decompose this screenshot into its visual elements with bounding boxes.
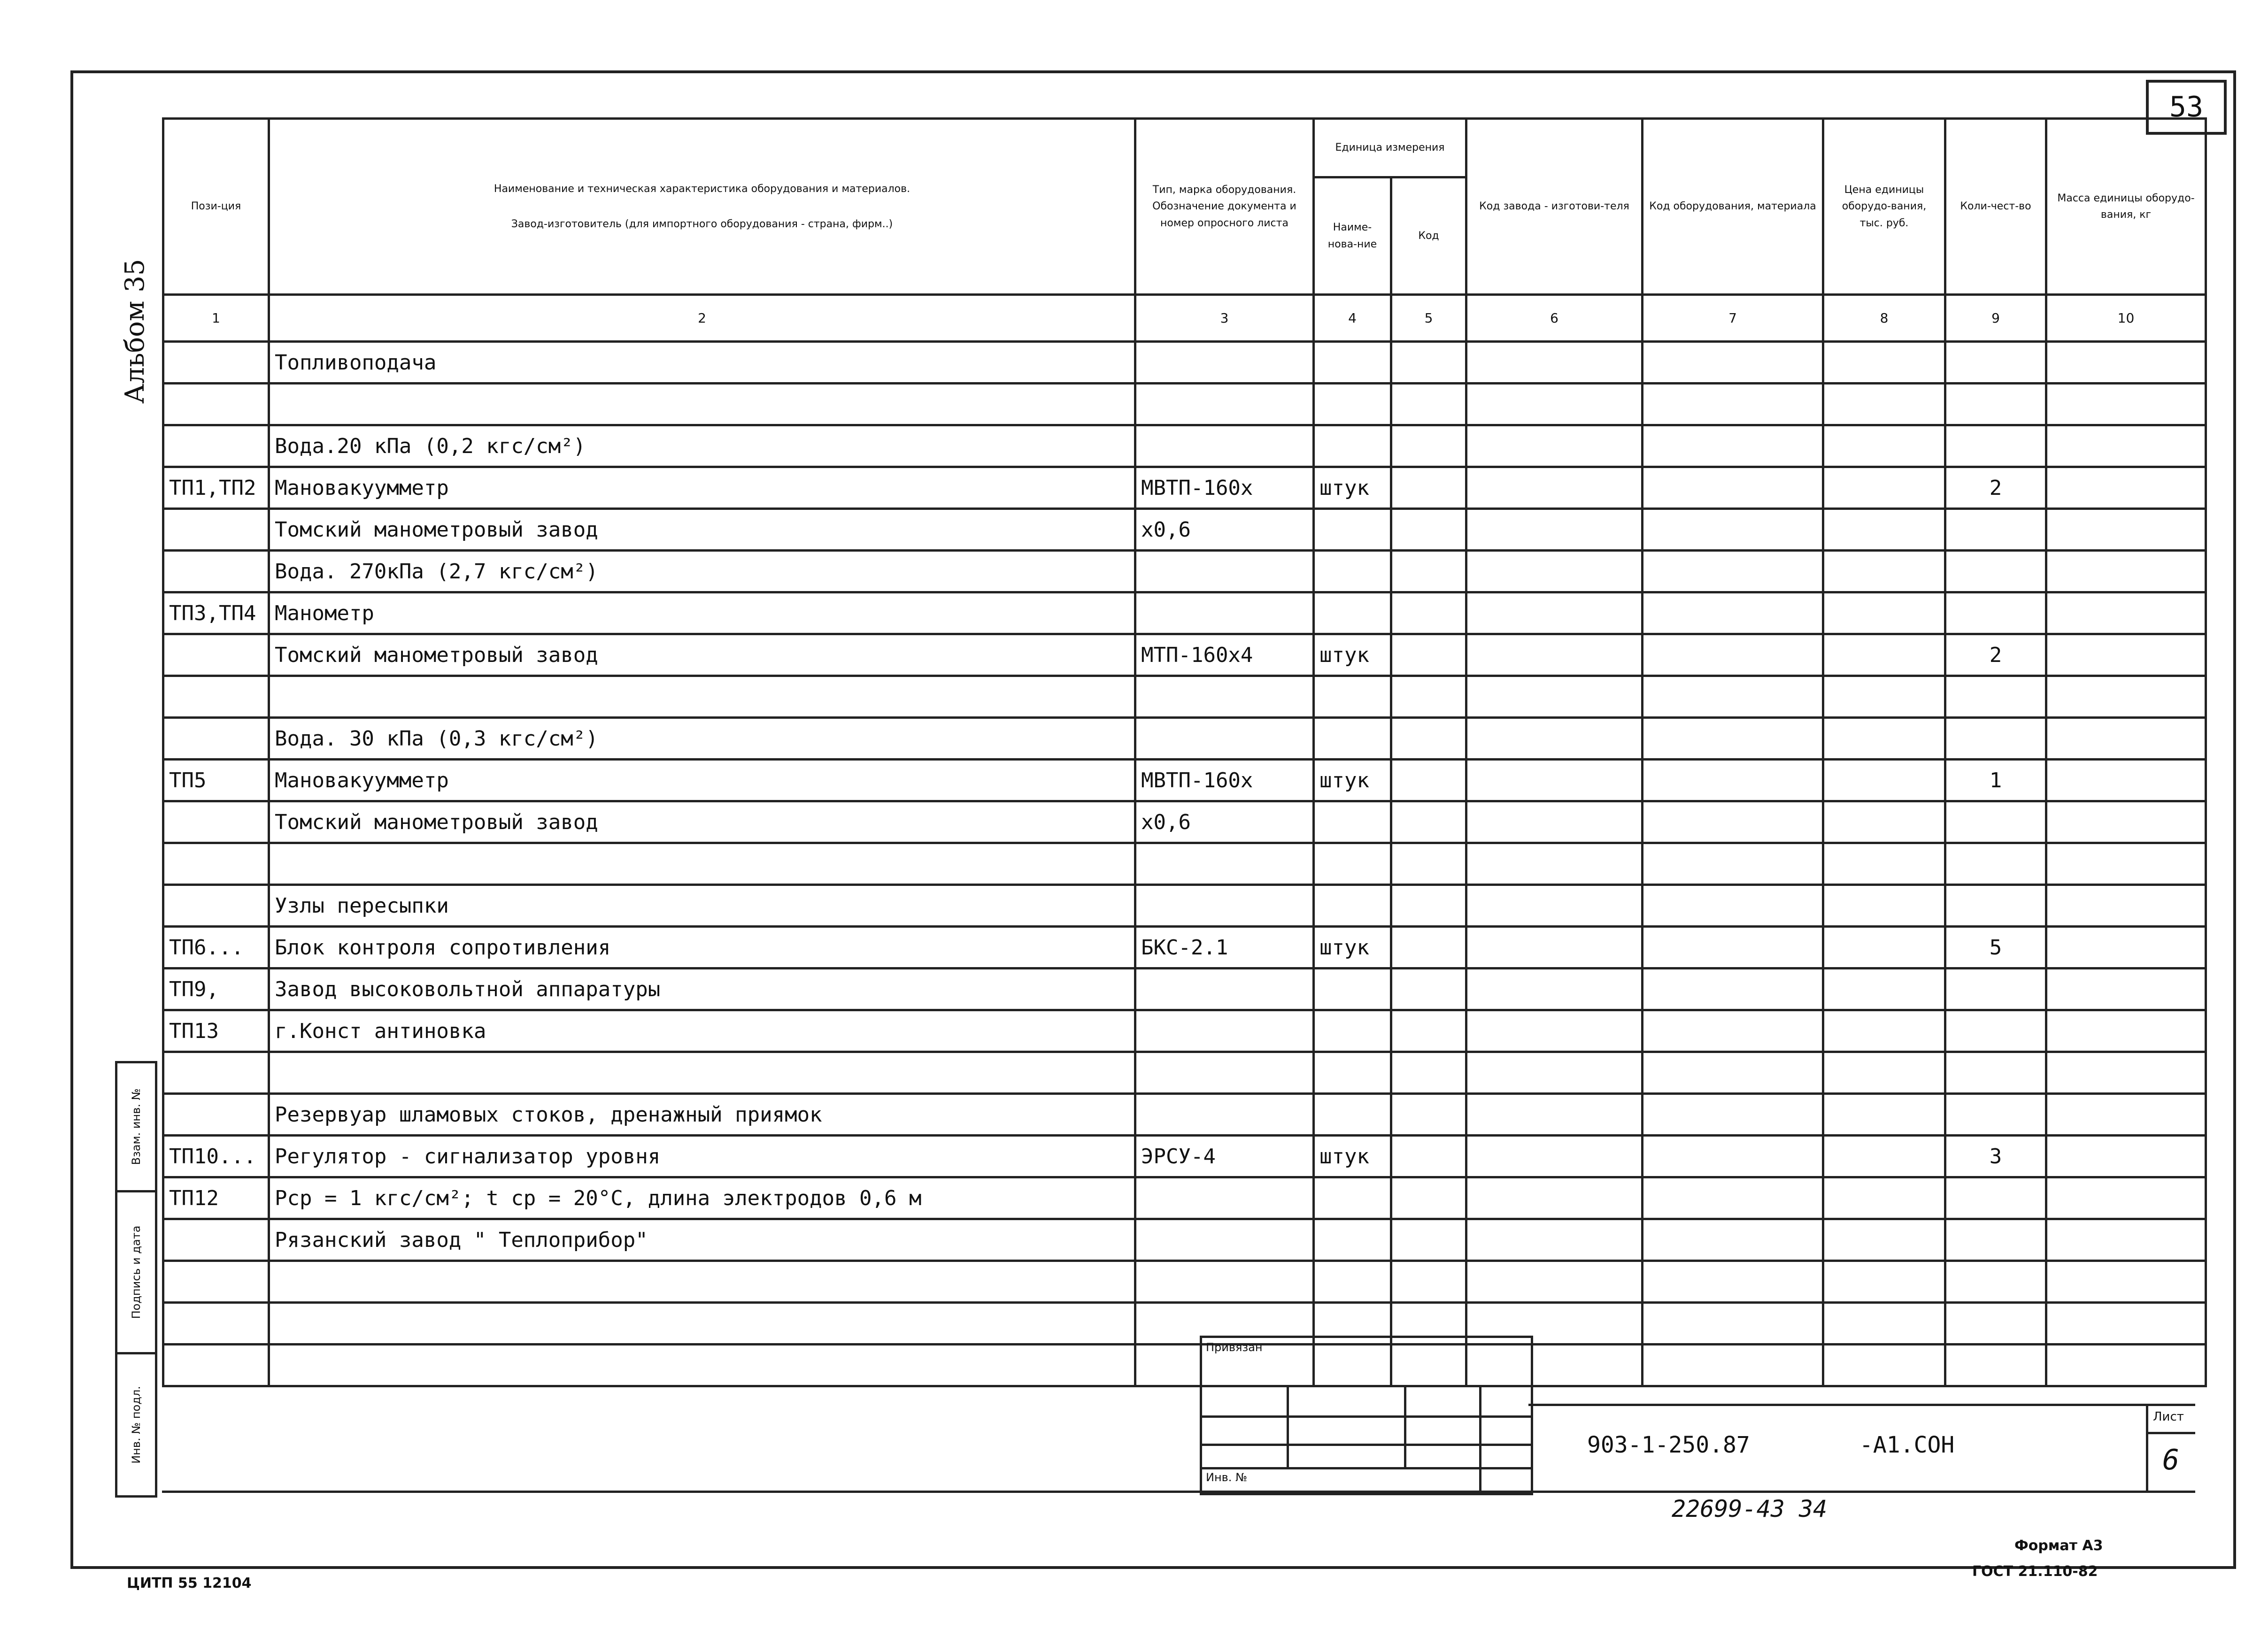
table-row — [163, 927, 2206, 969]
row-quantity — [1945, 509, 2046, 551]
row-name: Мановакуумметр — [269, 467, 1135, 509]
header-equipment-code: Код оборудования, материала — [1643, 119, 1823, 295]
row-name — [269, 1052, 1135, 1094]
row-unit-code — [1391, 467, 1466, 509]
row-unit-code — [1391, 760, 1466, 801]
row-position — [163, 885, 269, 927]
row-equipment-code — [1643, 969, 1823, 1010]
row-price — [1823, 1177, 1945, 1219]
row-unit-code — [1391, 1177, 1466, 1219]
row-unit-code — [1391, 1010, 1466, 1052]
table-row — [163, 760, 2206, 801]
row-type — [1135, 885, 1314, 927]
sheet-cell: Лист 6 — [2146, 1406, 2195, 1491]
table-row — [163, 676, 2206, 718]
row-unit — [1314, 969, 1391, 1010]
row-price — [1823, 1094, 1945, 1136]
row-type: х0,6 — [1135, 801, 1314, 843]
row-position — [163, 384, 269, 425]
row-maker-code — [1466, 885, 1643, 927]
row-price — [1823, 927, 1945, 969]
row-equipment-code — [1643, 425, 1823, 467]
row-unit — [1314, 718, 1391, 760]
table-row — [163, 509, 2206, 551]
row-name: Резервуар шламовых стоков, дренажный приямок — [269, 1094, 1135, 1136]
row-quantity — [1945, 969, 2046, 1010]
row-price — [1823, 1010, 1945, 1052]
row-position — [163, 676, 269, 718]
row-position — [163, 718, 269, 760]
row-unit — [1314, 676, 1391, 718]
header-mass: Масса единицы оборудо-вания, кг — [2046, 119, 2206, 295]
header-type: Тип, марка оборудования. Обозначение документа и номер опросного листа — [1135, 119, 1314, 295]
row-maker-code — [1466, 509, 1643, 551]
row-name — [269, 843, 1135, 885]
row-name — [269, 1345, 1135, 1386]
row-maker-code — [1466, 969, 1643, 1010]
row-quantity — [1945, 342, 2046, 384]
row-type — [1135, 342, 1314, 384]
row-name: Томский манометровый завод — [269, 801, 1135, 843]
row-maker-code — [1466, 592, 1643, 634]
row-quantity — [1945, 1052, 2046, 1094]
row-position: ТП1,ТП2 — [163, 467, 269, 509]
row-maker-code — [1466, 1261, 1643, 1303]
row-position — [163, 1094, 269, 1136]
row-mass — [2046, 592, 2206, 634]
row-unit — [1314, 885, 1391, 927]
row-equipment-code — [1643, 676, 1823, 718]
row-unit — [1314, 384, 1391, 425]
row-position: ТП10... — [163, 1136, 269, 1177]
row-position: ТП13 — [163, 1010, 269, 1052]
row-type — [1135, 1094, 1314, 1136]
handwritten-code: 22699-43 34 — [1672, 1495, 1828, 1522]
row-price — [1823, 1345, 1945, 1386]
row-maker-code — [1466, 718, 1643, 760]
footer-left-code: ЦИТП 55 12104 — [127, 1575, 252, 1591]
row-price — [1823, 801, 1945, 843]
row-quantity: 2 — [1945, 467, 2046, 509]
row-name: Вода. 30 кПа (0,3 кгс/см²) — [269, 718, 1135, 760]
row-quantity — [1945, 843, 2046, 885]
row-price — [1823, 1261, 1945, 1303]
row-position — [163, 1345, 269, 1386]
row-price — [1823, 1052, 1945, 1094]
row-equipment-code — [1643, 551, 1823, 592]
row-unit-code — [1391, 885, 1466, 927]
row-mass — [2046, 1094, 2206, 1136]
table-row — [163, 634, 2206, 676]
row-type — [1135, 384, 1314, 425]
row-equipment-code — [1643, 1094, 1823, 1136]
row-unit — [1314, 1094, 1391, 1136]
row-price — [1823, 592, 1945, 634]
row-type — [1135, 1219, 1314, 1261]
row-mass — [2046, 760, 2206, 801]
row-equipment-code — [1643, 801, 1823, 843]
row-unit-code — [1391, 801, 1466, 843]
row-unit — [1314, 1010, 1391, 1052]
row-price — [1823, 1303, 1945, 1345]
linking-stamp: Привязан Инв. № — [1200, 1336, 1533, 1495]
row-equipment-code — [1643, 342, 1823, 384]
row-name: г.Конст антиновка — [269, 1010, 1135, 1052]
table-row — [163, 1219, 2206, 1261]
row-type: МВТП-160х — [1135, 467, 1314, 509]
row-type — [1135, 1010, 1314, 1052]
row-type — [1135, 1177, 1314, 1219]
row-price — [1823, 467, 1945, 509]
header-unit-name: Наиме-нова-ние — [1314, 177, 1391, 295]
row-position: ТП5 — [163, 760, 269, 801]
row-mass — [2046, 1303, 2206, 1345]
row-position: ТП9, — [163, 969, 269, 1010]
row-type — [1135, 969, 1314, 1010]
row-maker-code — [1466, 843, 1643, 885]
row-unit-code — [1391, 509, 1466, 551]
row-equipment-code — [1643, 1177, 1823, 1219]
row-equipment-code — [1643, 718, 1823, 760]
row-type — [1135, 718, 1314, 760]
row-price — [1823, 1219, 1945, 1261]
row-quantity: 2 — [1945, 634, 2046, 676]
row-type — [1135, 551, 1314, 592]
row-type — [1135, 1052, 1314, 1094]
footer-format: Формат А3 — [2014, 1537, 2103, 1554]
row-equipment-code — [1643, 1345, 1823, 1386]
row-unit — [1314, 1052, 1391, 1094]
row-price — [1823, 760, 1945, 801]
table-row — [163, 885, 2206, 927]
row-price — [1823, 384, 1945, 425]
document-suffix: -А1.СОН — [1859, 1432, 1955, 1458]
header-unit-code: Код — [1391, 177, 1466, 295]
row-quantity: 3 — [1945, 1136, 2046, 1177]
row-mass — [2046, 1136, 2206, 1177]
row-maker-code — [1466, 1136, 1643, 1177]
row-name: Вода. 270кПа (2,7 кгс/см²) — [269, 551, 1135, 592]
row-unit-code — [1391, 843, 1466, 885]
row-unit: штук — [1314, 634, 1391, 676]
row-quantity — [1945, 801, 2046, 843]
row-unit-code — [1391, 634, 1466, 676]
row-quantity — [1945, 718, 2046, 760]
row-position: ТП12 — [163, 1177, 269, 1219]
row-mass — [2046, 843, 2206, 885]
row-mass — [2046, 1345, 2206, 1386]
document-number: 903-1-250.87 — [1587, 1432, 1750, 1458]
row-unit-code — [1391, 1052, 1466, 1094]
row-maker-code — [1466, 634, 1643, 676]
row-equipment-code — [1643, 509, 1823, 551]
table-row — [163, 425, 2206, 467]
row-name: Манометр — [269, 592, 1135, 634]
row-name: Томский манометровый завод — [269, 634, 1135, 676]
table-row — [163, 801, 2206, 843]
row-equipment-code — [1643, 1052, 1823, 1094]
row-maker-code — [1466, 425, 1643, 467]
row-price — [1823, 676, 1945, 718]
row-unit-code — [1391, 342, 1466, 384]
table-row — [163, 592, 2206, 634]
row-position — [163, 425, 269, 467]
table-row — [163, 384, 2206, 425]
row-maker-code — [1466, 1094, 1643, 1136]
row-unit-code — [1391, 425, 1466, 467]
row-position — [163, 551, 269, 592]
corner-sheet-number: 53 — [2146, 80, 2227, 135]
sheet-number: 6 — [2162, 1444, 2180, 1476]
table-row — [163, 1094, 2206, 1136]
row-type — [1135, 843, 1314, 885]
table-row — [163, 843, 2206, 885]
row-name: Рязанский завод " Теплоприбор" — [269, 1219, 1135, 1261]
table-row — [163, 1136, 2206, 1177]
row-quantity — [1945, 551, 2046, 592]
row-mass — [2046, 676, 2206, 718]
row-quantity — [1945, 1010, 2046, 1052]
row-mass — [2046, 634, 2206, 676]
row-unit — [1314, 551, 1391, 592]
row-unit — [1314, 592, 1391, 634]
row-quantity — [1945, 384, 2046, 425]
row-maker-code — [1466, 467, 1643, 509]
row-type — [1135, 592, 1314, 634]
row-unit-code — [1391, 676, 1466, 718]
row-mass — [2046, 384, 2206, 425]
row-quantity — [1945, 1219, 2046, 1261]
table-row — [163, 1303, 2206, 1345]
table-row — [163, 718, 2206, 760]
column-number-row: 1 2 3 4 5 6 7 8 9 10 — [163, 295, 2206, 342]
row-name: Томский манометровый завод — [269, 509, 1135, 551]
row-quantity — [1945, 592, 2046, 634]
row-unit — [1314, 425, 1391, 467]
row-equipment-code — [1643, 927, 1823, 969]
footer-gost: ГОСТ 21.110-82 — [1972, 1563, 2098, 1580]
row-unit-code — [1391, 1219, 1466, 1261]
row-unit-code — [1391, 969, 1466, 1010]
row-maker-code — [1466, 801, 1643, 843]
row-equipment-code — [1643, 1010, 1823, 1052]
bottom-line — [162, 1491, 2195, 1493]
row-unit-code — [1391, 384, 1466, 425]
row-mass — [2046, 718, 2206, 760]
row-maker-code — [1466, 342, 1643, 384]
specification-table — [162, 117, 2207, 1387]
row-position — [163, 634, 269, 676]
row-mass — [2046, 801, 2206, 843]
row-position — [163, 509, 269, 551]
row-equipment-code — [1643, 1219, 1823, 1261]
table-row — [163, 551, 2206, 592]
row-equipment-code — [1643, 384, 1823, 425]
row-name: Рср = 1 кгс/см²; t ср = 20°С, длина электродов 0,6 м — [269, 1177, 1135, 1219]
row-quantity — [1945, 885, 2046, 927]
stamp-original-inv: Инв. № подл. — [130, 1386, 143, 1464]
table-row — [163, 1177, 2206, 1219]
table-row — [163, 1010, 2206, 1052]
row-name: Завод высоковольтной аппаратуры — [269, 969, 1135, 1010]
row-price — [1823, 342, 1945, 384]
header-quantity: Коли-чест-во — [1945, 119, 2046, 295]
row-equipment-code — [1643, 760, 1823, 801]
row-mass — [2046, 1052, 2206, 1094]
row-equipment-code — [1643, 634, 1823, 676]
row-mass — [2046, 342, 2206, 384]
row-position — [163, 342, 269, 384]
row-price — [1823, 1136, 1945, 1177]
row-price — [1823, 843, 1945, 885]
row-name: Вода.20 кПа (0,2 кгс/см²) — [269, 425, 1135, 467]
row-maker-code — [1466, 927, 1643, 969]
row-mass — [2046, 1219, 2206, 1261]
table-row — [163, 342, 2206, 384]
row-type: МТП-160х4 — [1135, 634, 1314, 676]
row-quantity — [1945, 1261, 2046, 1303]
row-name — [269, 676, 1135, 718]
row-name — [269, 1303, 1135, 1345]
row-mass — [2046, 467, 2206, 509]
row-price — [1823, 969, 1945, 1010]
row-type: ЭРСУ-4 — [1135, 1136, 1314, 1177]
row-position — [163, 801, 269, 843]
row-position — [163, 1219, 269, 1261]
header-unit: Единица измерения — [1314, 119, 1466, 177]
row-position — [163, 1303, 269, 1345]
row-position: ТП3,ТП4 — [163, 592, 269, 634]
row-unit: штук — [1314, 927, 1391, 969]
row-price — [1823, 718, 1945, 760]
side-stamp-strip — [115, 1061, 157, 1498]
row-quantity — [1945, 1303, 2046, 1345]
row-quantity: 5 — [1945, 927, 2046, 969]
row-unit — [1314, 509, 1391, 551]
row-mass — [2046, 1261, 2206, 1303]
row-equipment-code — [1643, 1261, 1823, 1303]
row-name: Регулятор - сигнализатор уровня — [269, 1136, 1135, 1177]
row-mass — [2046, 509, 2206, 551]
row-name — [269, 1261, 1135, 1303]
row-equipment-code — [1643, 467, 1823, 509]
row-unit: штук — [1314, 1136, 1391, 1177]
row-unit-code — [1391, 551, 1466, 592]
row-unit-code — [1391, 1261, 1466, 1303]
row-type — [1135, 676, 1314, 718]
row-price — [1823, 634, 1945, 676]
stamp-signature-date: Подпись и дата — [117, 1192, 155, 1354]
row-quantity — [1945, 676, 2046, 718]
row-unit-code — [1391, 718, 1466, 760]
row-unit-code — [1391, 592, 1466, 634]
row-name: Топливоподача — [269, 342, 1135, 384]
row-maker-code — [1466, 1010, 1643, 1052]
table-row — [163, 1261, 2206, 1303]
row-mass — [2046, 1177, 2206, 1219]
row-mass — [2046, 1010, 2206, 1052]
row-equipment-code — [1643, 843, 1823, 885]
header-maker-code: Код завода - изготови-теля — [1466, 119, 1643, 295]
header-name: Наименование и техническая характеристика оборудования и материалов. Завод-изготовитель (для импортного оборудования - страна, фирм..) — [269, 119, 1135, 295]
row-unit-code — [1391, 927, 1466, 969]
row-price — [1823, 425, 1945, 467]
row-unit-code — [1391, 1094, 1466, 1136]
row-position — [163, 1261, 269, 1303]
album-label: Альбом 35 — [120, 259, 150, 404]
row-mass — [2046, 551, 2206, 592]
row-equipment-code — [1643, 1136, 1823, 1177]
row-unit — [1314, 1219, 1391, 1261]
row-quantity: 1 — [1945, 760, 2046, 801]
row-price — [1823, 551, 1945, 592]
row-type — [1135, 1261, 1314, 1303]
row-type — [1135, 425, 1314, 467]
row-unit — [1314, 843, 1391, 885]
row-unit: штук — [1314, 467, 1391, 509]
title-divider — [1528, 1404, 2195, 1406]
table-row — [163, 1345, 2206, 1386]
row-name: Узлы пересыпки — [269, 885, 1135, 927]
row-mass — [2046, 969, 2206, 1010]
row-maker-code — [1466, 1177, 1643, 1219]
row-quantity — [1945, 1177, 2046, 1219]
row-mass — [2046, 927, 2206, 969]
row-quantity — [1945, 1345, 2046, 1386]
row-unit: штук — [1314, 760, 1391, 801]
row-equipment-code — [1643, 885, 1823, 927]
row-quantity — [1945, 425, 2046, 467]
row-unit — [1314, 342, 1391, 384]
row-unit-code — [1391, 1136, 1466, 1177]
row-mass — [2046, 425, 2206, 467]
row-type: х0,6 — [1135, 509, 1314, 551]
header-position: Пози-ция — [163, 119, 269, 295]
row-price — [1823, 885, 1945, 927]
row-name: Блок контроля сопротивления — [269, 927, 1135, 969]
row-type: МВТП-160х — [1135, 760, 1314, 801]
row-maker-code — [1466, 676, 1643, 718]
table-row — [163, 1052, 2206, 1094]
row-equipment-code — [1643, 592, 1823, 634]
row-price — [1823, 509, 1945, 551]
table-row — [163, 969, 2206, 1010]
header-price: Цена единицы оборудо-вания, тыс. руб. — [1823, 119, 1945, 295]
row-position — [163, 1052, 269, 1094]
row-position: ТП6... — [163, 927, 269, 969]
row-maker-code — [1466, 384, 1643, 425]
row-mass — [2046, 885, 2206, 927]
row-type: БКС-2.1 — [1135, 927, 1314, 969]
row-equipment-code — [1643, 1303, 1823, 1345]
table-row — [163, 467, 2206, 509]
row-name — [269, 384, 1135, 425]
row-maker-code — [1466, 1219, 1643, 1261]
row-position — [163, 843, 269, 885]
row-maker-code — [1466, 1052, 1643, 1094]
row-unit — [1314, 801, 1391, 843]
row-name: Мановакуумметр — [269, 760, 1135, 801]
row-unit — [1314, 1261, 1391, 1303]
row-quantity — [1945, 1094, 2046, 1136]
row-unit — [1314, 1177, 1391, 1219]
row-maker-code — [1466, 760, 1643, 801]
table-header-row — [163, 119, 2206, 177]
stamp-replacement-inv: Взам. инв. № — [117, 1063, 155, 1192]
row-maker-code — [1466, 551, 1643, 592]
